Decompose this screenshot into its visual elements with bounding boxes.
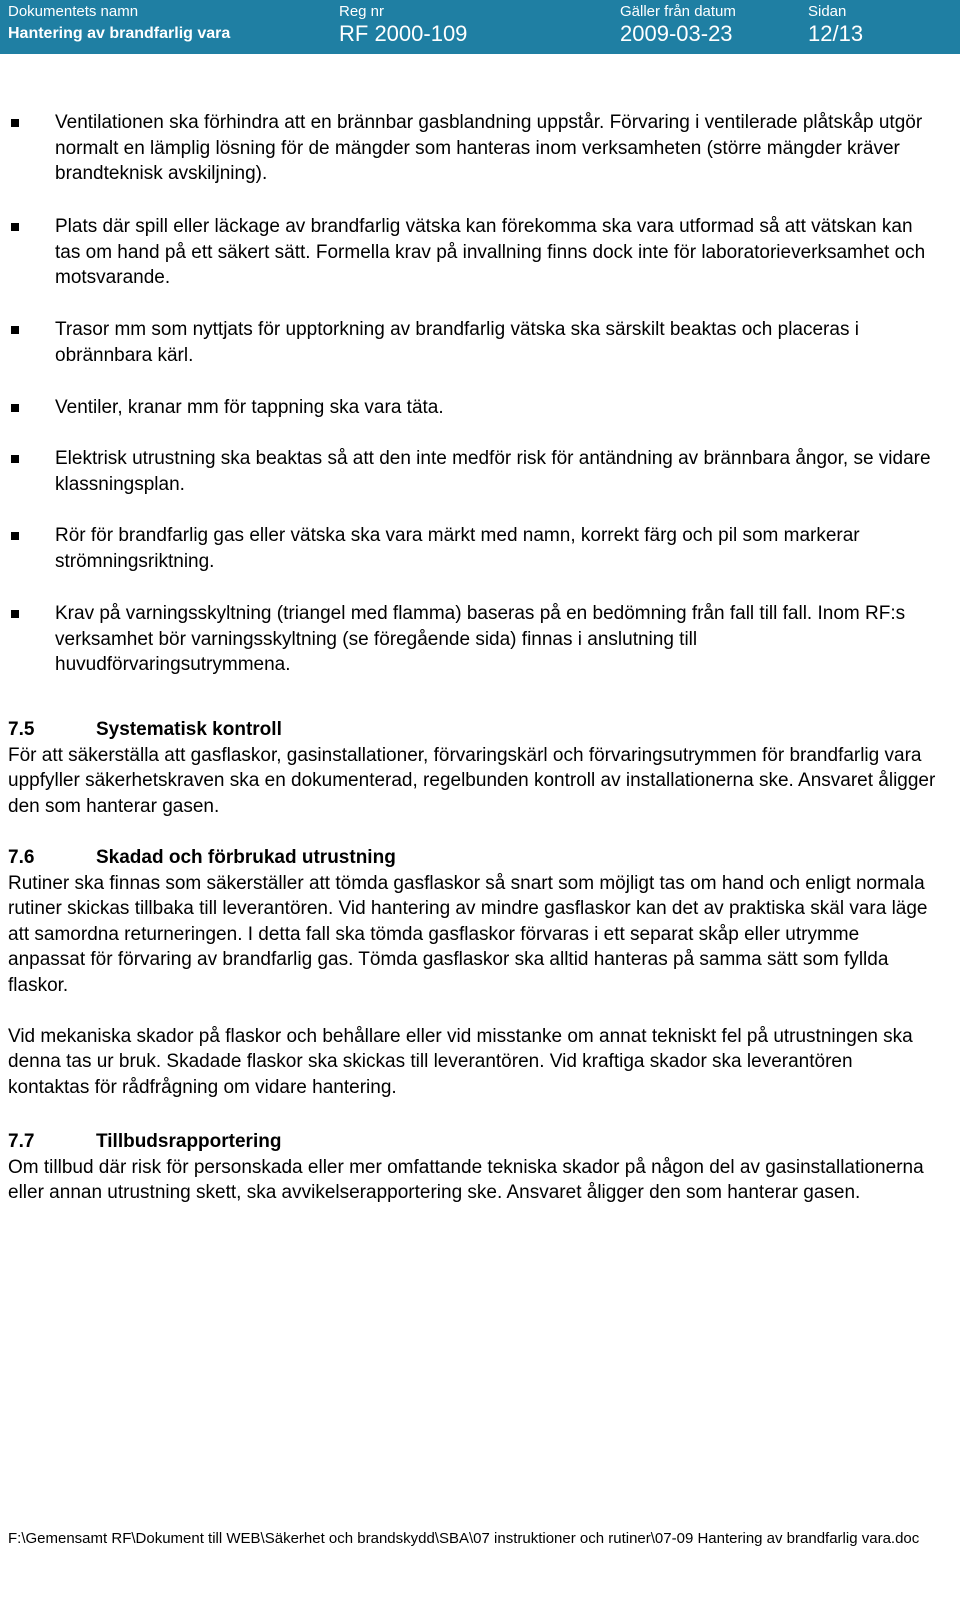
section-systematisk-kontroll <box>8 717 938 819</box>
list-item-text: Ventiler, kranar mm för tappning ska vara täta. <box>55 397 444 418</box>
square-bullet-icon <box>11 119 19 127</box>
list-item-text: Trasor mm som nyttjats för upptorkning av brandfarlig vätska ska särskilt beaktas och placeras i obrännbara kärl. <box>55 319 859 366</box>
square-bullet-icon <box>11 404 19 412</box>
section-heading <box>8 845 938 871</box>
section-heading <box>8 717 938 743</box>
list-item-text: Krav på varningsskyltning (triangel med flamma) baseras på en bedömning från fall till fall. Inom RF:s verksamhet bör varningsskyltning (se föregående sida) finnas i anslutning till huvudförvaringsutrymmena. <box>55 603 906 675</box>
square-bullet-icon <box>11 326 19 334</box>
section-title: Skadad och förbrukad utrustning <box>96 847 396 868</box>
valid-value: 2009-03-23 <box>620 21 733 46</box>
reg-value: RF 2000-109 <box>339 21 468 46</box>
section-paragraph: Om tillbud där risk för personskada eller mer omfattande tekniska skador på någon del av gasinstallationerna eller annan utrustning skett, ska avvikelserapportering ske. Ansvaret åligger den som hanterar gasen. <box>8 1156 924 1203</box>
section-heading <box>8 1129 938 1155</box>
section-paragraph: Rutiner ska finnas som säkerställer att tömda gasflaskor så snart som möjligt tas om hand och enligt normala rutiner skickas tillbaka till leverantören. Vid hantering av mindre gasflaskor kan det av praktiska skäl vara läge att samordna returneringen. I detta fall ska tömda gasflaskor förvaras i ett separat skåp eller utrymme anpassat för förvaring av brandfarlig gas. Tömda gasflaskor ska alltid hanteras på samma sätt som fyllda flaskor. <box>8 872 928 996</box>
square-bullet-icon <box>11 532 19 540</box>
section-paragraph: För att säkerställa att gasflaskor, gasinstallationer, förvaringskärl och förvaringsutrymmen för brandfarlig vara uppfyller säkerhetskraven ska en dokumenterad, regelbunden kontroll av installationerna ske. Ansvaret åligger den som hanterar gasen. <box>8 744 936 817</box>
square-bullet-icon <box>11 455 19 463</box>
section-paragraph: Vid mekaniska skador på flaskor och behållare eller vid misstanke om annat tekniskt fel på utrustningen ska denna tas ur bruk. Skadade flaskor ska skickas till leverantören. Vid kraftiga skador ska leverantören kontaktas för rådfrågning om vidare hantering. <box>8 1025 913 1098</box>
section-number: 7.6 <box>8 847 35 868</box>
page-value: 12/13 <box>808 21 864 46</box>
list-item-text: Rör för brandfarlig gas eller vätska ska vara märkt med namn, korrekt färg och pil som markerar strömningsriktning. <box>55 525 860 572</box>
list-item-text: Elektrisk utrustning ska beaktas så att den inte medför risk för antändning av brännbara ångor, se vidare klassningsplan. <box>55 448 931 495</box>
section-skadad-utrustning <box>8 845 938 1100</box>
square-bullet-icon <box>11 223 19 231</box>
footer-file-path: F:\Gemensamt RF\Dokument till WEB\Säkerhet och brandskydd\SBA\07 instruktioner och rutiner\07-09 Hantering av brandfarlig vara.doc <box>8 1530 920 1547</box>
document-header <box>0 0 960 54</box>
doc-name-value: Hantering av brandfarlig vara <box>8 25 231 42</box>
list-item-text: Ventilationen ska förhindra att en brännbar gasblandning uppstår. Förvaring i ventilerade plåtskåp utgör normalt en lämplig lösning för de mängder som hanteras inom verksamheten (större mängder kräver brandteknisk avskiljning). <box>55 112 923 184</box>
section-title: Tillbudsrapportering <box>96 1131 282 1152</box>
valid-label: Gäller från datum <box>620 3 736 20</box>
doc-name-label: Dokumentets namn <box>8 3 139 20</box>
list-item-text: Plats där spill eller läckage av brandfarlig vätska kan förekomma ska vara utformad så att vätskan kan tas om hand på ett säkert sätt. Formella krav på invallning finns dock inte för laboratorieverksamhet och motsvarande. <box>55 216 926 288</box>
page-label: Sidan <box>808 3 847 20</box>
section-title: Systematisk kontroll <box>96 719 282 740</box>
square-bullet-icon <box>11 610 19 618</box>
section-number: 7.5 <box>8 719 35 740</box>
reg-label: Reg nr <box>339 3 385 20</box>
section-number: 7.7 <box>8 1131 35 1152</box>
section-tillbudsrapportering <box>8 1129 938 1206</box>
